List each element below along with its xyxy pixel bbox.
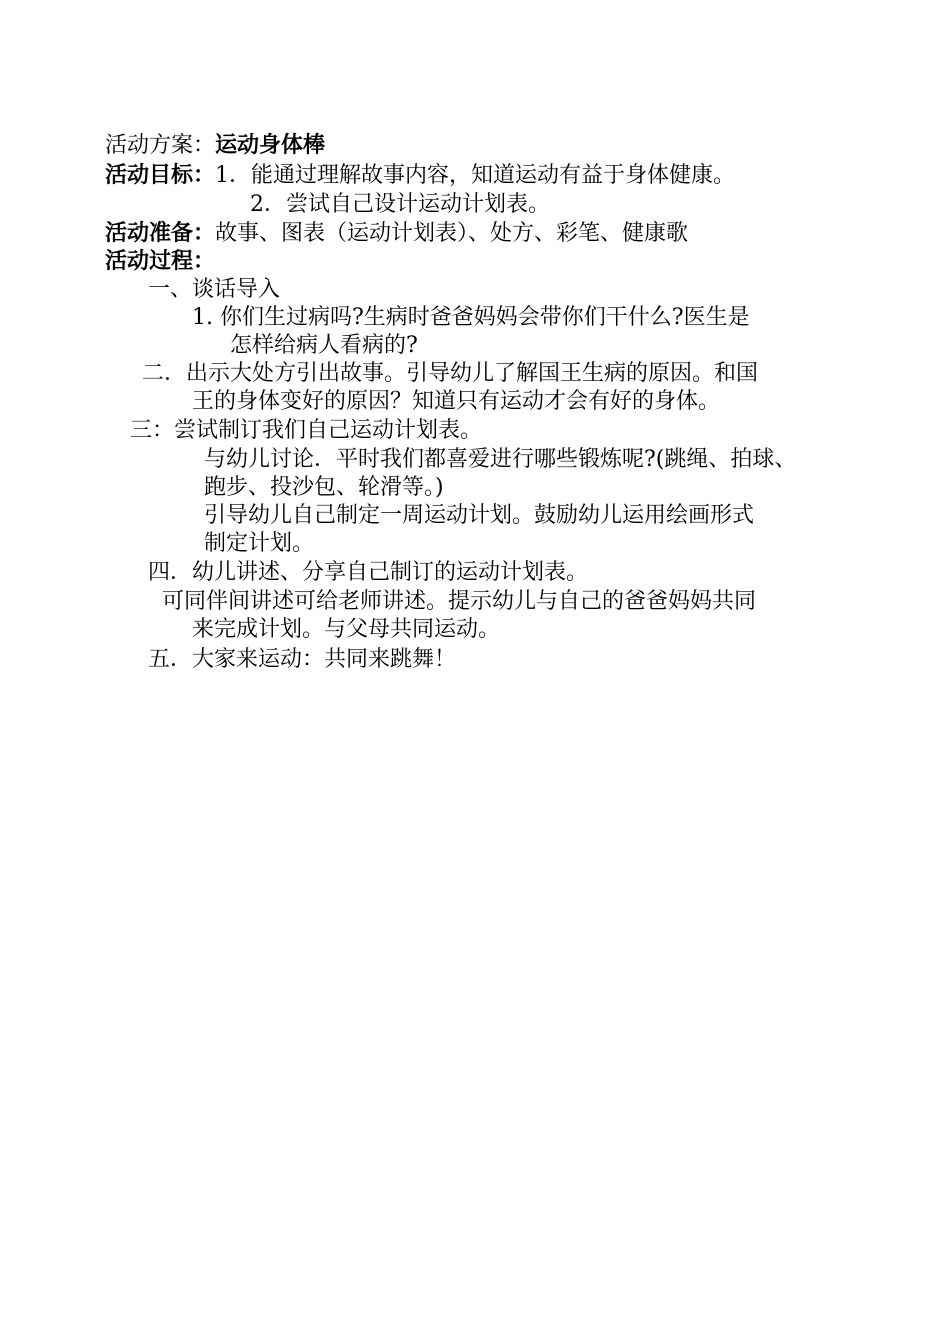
- plan-label: 活动方案：: [105, 133, 216, 158]
- step1-line2: 怎样给病人看病的?: [230, 333, 418, 358]
- goals-label: 活动目标：: [105, 162, 216, 188]
- preparation-text: 故事、图表（运动计划表）、处方、彩笔、健康歌: [215, 221, 689, 246]
- preparation-line: [105, 218, 688, 249]
- process-label: 活动过程：: [105, 248, 216, 274]
- step4-line2: 来完成计划。与父母共同运动。: [192, 617, 501, 642]
- step3-line2: 跑步、投沙包、轮滑等。): [204, 475, 444, 500]
- plan-title: 运动身体棒: [215, 132, 326, 158]
- step3-heading: 三：尝试制订我们自己运动计划表。: [130, 418, 483, 443]
- goals-line: [105, 160, 735, 191]
- step1-line1: 1. 你们生过病吗?生病时爸爸妈妈会带你们干什么?医生是: [192, 305, 750, 330]
- step3-line3: 引导幼儿自己制定一周运动计划。鼓励幼儿运用绘画形式: [204, 503, 755, 528]
- step1-heading: 一、谈话导入: [148, 277, 281, 302]
- step2-line1: 二．出示大处方引出故事。引导幼儿了解国王生病的原因。和国: [142, 361, 759, 386]
- preparation-label: 活动准备：: [105, 220, 216, 246]
- step4-line1: 可同伴间讲述可给老师讲述。提示幼儿与自己的爸爸妈妈共同: [162, 589, 757, 614]
- plan-line: [105, 130, 325, 161]
- step4-heading: 四．幼儿讲述、分享自己制订的运动计划表。: [148, 560, 589, 585]
- step5-heading: 五．大家来运动：共同来跳舞！: [148, 647, 457, 672]
- step3-line1: 与幼儿讨论．平时我们都喜爱进行哪些锻炼呢?(跳绳、拍球、: [204, 447, 797, 472]
- step3-line4: 制定计划。: [204, 531, 315, 556]
- step2-line2: 王的身体变好的原因？知道只有运动才会有好的身体。: [192, 389, 721, 414]
- goal-item-2: 2．尝试自己设计运动计划表。: [250, 192, 550, 217]
- goal-item-1: 1．能通过理解故事内容，知道运动有益于身体健康。: [215, 163, 736, 188]
